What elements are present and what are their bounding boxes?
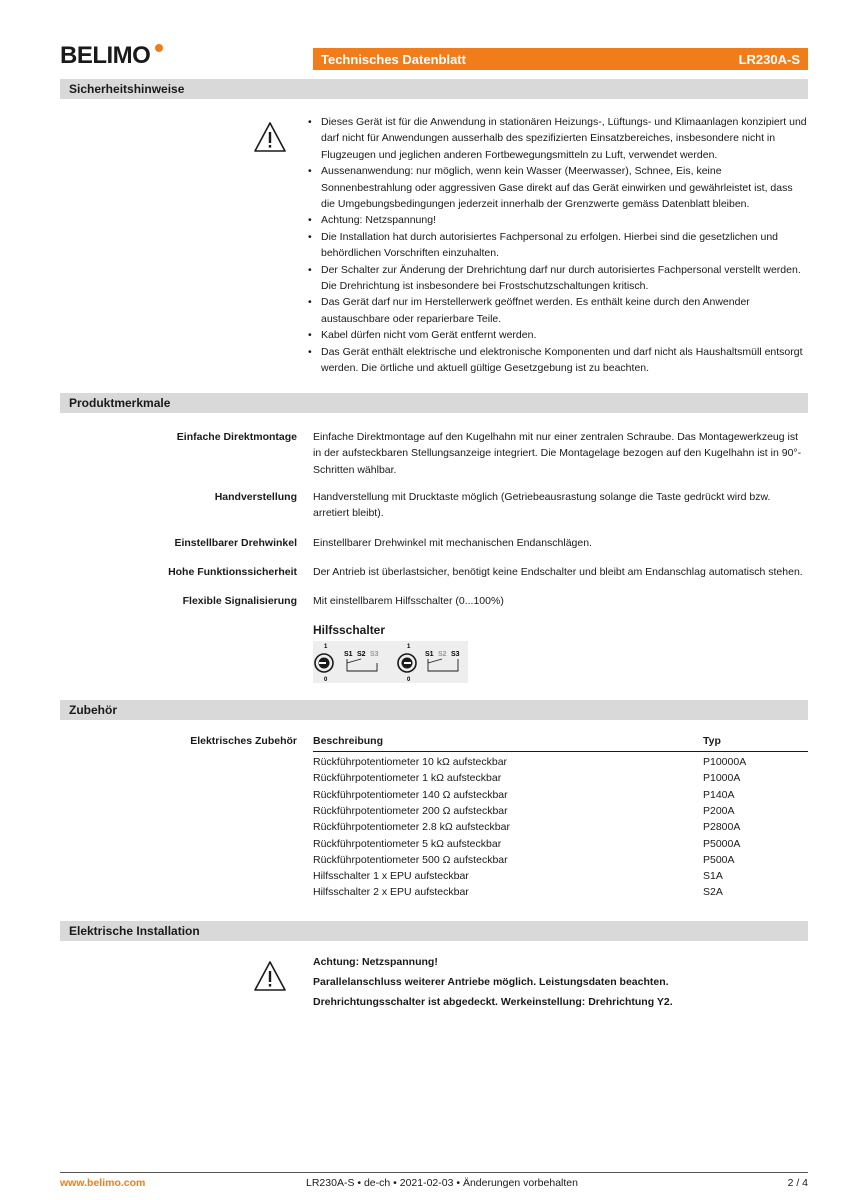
website-link[interactable]: www.belimo.com: [60, 1177, 146, 1189]
list-item: • Achtung: Netzspannung!: [306, 212, 808, 228]
list-item: • Dieses Gerät ist für die Anwendung in stationären Heizungs-, Lüftungs- und Klimaanlagen konzipiert und darf nicht für Anwendungen ausserhalb des spezifizierten Einsatzbereiches, insbesondere nicht in Flugzeugen und jeglichen anderen Fortbewegungsmitteln zu Luft, verwendet werden.: [306, 114, 808, 163]
row-description: Hilfsschalter 2 x EPU aufsteckbar: [313, 886, 469, 899]
row-type: P2800A: [703, 821, 741, 834]
row-description: Rückführpotentiometer 5 kΩ aufsteckbar: [313, 837, 502, 850]
warning-icon: [253, 121, 287, 153]
table-row: [313, 838, 808, 854]
label-s2: S2: [438, 651, 447, 658]
row-type: P1000A: [703, 772, 741, 785]
feature-text: Einstellbarer Drehwinkel mit mechanischen Endanschlägen.: [313, 537, 592, 549]
row-type: P500A: [703, 853, 735, 866]
doc-type: Technisches Datenblatt: [321, 52, 466, 67]
table-row: [313, 886, 808, 902]
installation-note: Drehrichtungsschalter ist abgedeckt. Werkeinstellung: Drehrichtung Y2.: [313, 996, 673, 1008]
row-description: Rückführpotentiometer 500 Ω aufsteckbar: [313, 853, 508, 866]
row-type: P140A: [703, 788, 735, 801]
section-accessories: Zubehör: [60, 700, 808, 720]
footer-rule: [60, 1172, 808, 1173]
aux-switch-title: Hilfsschalter: [313, 623, 386, 637]
label-zero: 0: [407, 677, 411, 683]
row-description: Rückführpotentiometer 200 Ω aufsteckbar: [313, 804, 508, 817]
feature-label: Hohe Funktionssicherheit: [168, 566, 297, 578]
list-item: • Das Gerät enthält elektrische und elektronische Komponenten und darf nicht als Haushaltsmüll entsorgt werden. Die örtliche und aktuell gültige Gesetzgebung ist zu beachten.: [306, 344, 808, 377]
label-zero: 0: [324, 677, 328, 683]
label-s1: S1: [344, 651, 353, 658]
feature-text: Handverstellung mit Drucktaste möglich (Getriebeausrastung solange die Taste gedrückt wird bzw. arretiert bleibt).: [313, 491, 771, 520]
aux-switch-diagram: [313, 641, 468, 683]
row-type: S2A: [703, 886, 723, 899]
installation-note: Achtung: Netzspannung!: [313, 956, 438, 968]
logo-registered-mark: [155, 44, 163, 52]
label-s2: S2: [357, 651, 366, 658]
label-one: 1: [407, 644, 411, 650]
row-type: P5000A: [703, 837, 741, 850]
section-features: Produktmerkmale: [60, 393, 808, 413]
feature-text: Einfache Direktmontage auf den Kugelhahn mit nur einer zentralen Schraube. Das Montagewerkzeug ist in der aufsteckbaren Stellungsanzeige integriert. Die Montagelage bezogen auf den Kugelhahn ist in 90°-Schritten wählbar.: [313, 431, 802, 476]
table-row: [313, 854, 808, 870]
row-type: P10000A: [703, 756, 747, 768]
product-code: LR230A-S: [738, 52, 800, 67]
table-row: [313, 821, 808, 837]
row-description: Rückführpotentiometer 10 kΩ aufsteckbar: [313, 756, 508, 768]
col-type: Typ: [703, 735, 721, 747]
row-description: Rückführpotentiometer 1 kΩ aufsteckbar: [313, 772, 502, 785]
table-row: [313, 789, 808, 805]
list-item: • Aussenanwendung: nur möglich, wenn kein Wasser (Meerwasser), Schnee, Eis, keine Sonnenbestrahlung oder aggressiven Gase direkt auf das Gerät einwirken und gewährleistet ist, dass die Umgebungsbedingungen jederzeit innerhalb der Grenzwerte gemäss Datenblatt bleiben.: [306, 163, 808, 212]
installation-note: Parallelanschluss weiterer Antriebe möglich. Leistungsdaten beachten.: [313, 976, 669, 988]
list-item: • Kabel dürfen nicht vom Gerät entfernt werden.: [306, 327, 808, 343]
feature-text: Mit einstellbarem Hilfsschalter (0...100%): [313, 595, 504, 607]
feature-label: Flexible Signalisierung: [182, 595, 297, 607]
page-header: [60, 40, 808, 70]
feature-label: Handverstellung: [214, 491, 297, 503]
row-description: Rückführpotentiometer 140 Ω aufsteckbar: [313, 788, 508, 801]
section-electrical: Elektrische Installation: [60, 921, 808, 941]
table-row: [313, 756, 808, 772]
accessories-label: Elektrisches Zubehör: [190, 735, 297, 747]
table-row: [313, 805, 808, 821]
table-row: [313, 870, 808, 886]
feature-text: Der Antrieb ist überlastsicher, benötigt keine Endschalter und bleibt am Endanschlag automatisch stehen.: [313, 566, 803, 578]
list-item: • Das Gerät darf nur im Herstellerwerk geöffnet werden. Es enthält keine durch den Anwender austauschbare oder reparierbare Teile.: [306, 294, 808, 327]
table-header-rule: [313, 751, 808, 752]
row-type: P200A: [703, 804, 735, 817]
feature-label: Einstellbarer Drehwinkel: [174, 537, 297, 549]
row-type: S1A: [703, 870, 723, 883]
col-description: Beschreibung: [313, 735, 384, 747]
feature-label: Einfache Direktmontage: [176, 431, 297, 443]
list-item: • Die Installation hat durch autorisiertes Fachpersonal zu erfolgen. Hierbei sind die gesetzlichen und behördlichen Vorschriften einzuhalten.: [306, 229, 808, 262]
table-row: [313, 772, 808, 788]
label-s1: S1: [425, 651, 434, 658]
safety-list: [306, 114, 808, 377]
label-s3: S3: [370, 651, 379, 658]
row-description: Rückführpotentiometer 2.8 kΩ aufsteckbar: [313, 821, 510, 834]
title-bar: [313, 48, 808, 70]
list-item: • Der Schalter zur Änderung der Drehrichtung darf nur durch autorisiertes Fachpersonal verstellt werden. Die Drehrichtung ist insbesondere bei Frostschutzschaltungen kritisch.: [306, 262, 808, 295]
page-number: 2 / 4: [787, 1177, 808, 1189]
footer-doc-info: LR230A-S • de-ch • 2021-02-03 • Änderungen vorbehalten: [306, 1177, 578, 1189]
label-s3: S3: [451, 651, 460, 658]
belimo-logo: BELIMO: [60, 42, 151, 69]
section-safety: Sicherheitshinweise: [60, 79, 808, 99]
warning-icon: [253, 960, 287, 992]
label-one: 1: [324, 644, 328, 650]
row-description: Hilfsschalter 1 x EPU aufsteckbar: [313, 870, 469, 883]
